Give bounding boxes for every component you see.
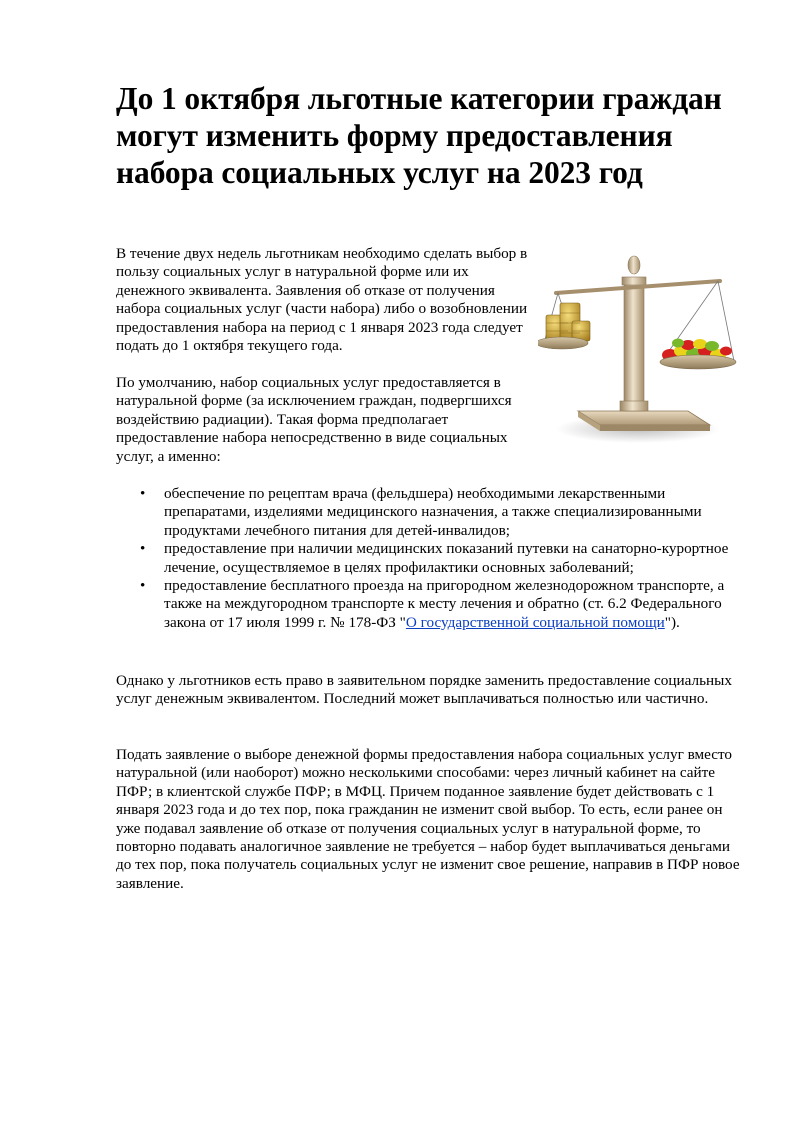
- list-item-text: предоставление бесплатного проезда на пригородном железнодорожном транспорте, а также на междугородном транспорте к месту лечения и обратно (ст. 6.2 Федерального закона от 17 июля 1999 г. № 178-ФЗ ": [164, 577, 725, 631]
- article-title: До 1 октября льготные категории граждан могут изменить форму предоставления набора социальных услуг на 2023 год: [116, 81, 722, 190]
- intro-paragraph: В течение двух недель льготникам необходимо сделать выбор в пользу социальных услуг в натуральной форме или их денежного эквивалента. Заявления об отказе от получения набора социальных услуг (части набора) либо о возобновлении предоставления набора на период с 1 января 2023 года следует подать до 1 октября текущего года.: [116, 245, 528, 355]
- application-methods-paragraph: Подать заявление о выборе денежной формы предоставления набора социальных услуг вместо натуральной (или наоборот) можно несколькими способами: через личный кабинет на сайте ПФР; в клиентской службе ПФР; в МФЦ. Причем поданное заявление будет действовать с 1 января 2023 года и до тех пор, пока гражданин не изменит свой выбор. То есть, если ранее он уже подавал заявление об отказе от получения социальных услуг в натуральной форме, то повторно подавать аналогичное заявление не требуется – набор будет выплачиваться деньгами до тех пор, пока получатель социальных услуг не изменит свое решение, направив в ПФР новое заявление.: [116, 746, 740, 892]
- scales-illustration: [538, 243, 741, 446]
- list-item: • обеспечение по рецептам врача (фельдшера) необходимыми лекарственными препаратами, изделиями медицинского назначения, а также специализированными продуктами лечебного питания для детей-инвалидов;: [116, 485, 746, 540]
- list-item-tail: ").: [664, 613, 680, 631]
- default-form-paragraph: По умолчанию, набор социальных услуг предоставляется в натуральной форме (за исключением граждан, подвергшихся воздействию радиации). Такая форма предполагает предоставление набора непосредственно в виде социальных услуг, а именно:: [116, 374, 512, 465]
- list-item: [116, 577, 746, 632]
- services-list: [116, 485, 746, 632]
- cash-equivalent-paragraph: Однако у льготников есть право в заявительном порядке заменить предоставление социальных услуг денежным эквивалентом. Последний может выплачиваться полностью или частично.: [116, 672, 732, 708]
- law-link[interactable]: О государственной социальной помощи: [405, 613, 665, 631]
- list-item: • предоставление при наличии медицинских показаний путевки на санаторно-курортное лечение, осуществляемое в целях профилактики основных заболеваний;: [116, 540, 746, 577]
